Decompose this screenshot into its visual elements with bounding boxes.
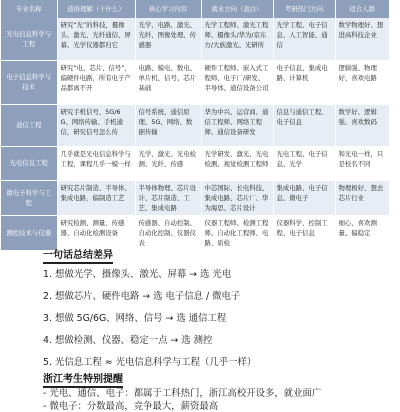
zhejiang-item-1: - 光电、通信、电子：都属于工科热门，浙江高校开设多，就业面广: [43, 388, 322, 399]
table-cell: 仪器科学、控制工程、电子信息: [273, 215, 335, 250]
header-core-content: 核心学习内容: [135, 0, 201, 18]
table-cell: 光电工程、电子信息、光学: [273, 146, 335, 180]
table-cell: 中芯国际、长电科技、集成电路、芯片厂、华为海思、芯片设计: [201, 180, 273, 215]
major-comparison-table: [1, 0, 390, 251]
table-cell: 逻辑强、物理好、喜欢电路: [335, 60, 389, 104]
table-cell: 光学、激光、光电检测、光纤、传感: [135, 146, 201, 180]
table-row: [1, 104, 389, 146]
table-cell: 光电信息科学与工程: [1, 18, 57, 60]
summary-item-1: 1. 想做光学、摄像头、激光、屏幕 → 选 光电: [43, 269, 232, 280]
table-cell: 电路、模电、数电、单片机、信号、芯片基础: [135, 60, 201, 104]
table-cell: 信息与通信工程、电子信息: [273, 104, 335, 146]
table-cell: 测控技术与仪器: [1, 215, 57, 250]
table-cell: 光学工程师、激光工程师、摄像头/华为/京东方/大族激光、光研所: [201, 18, 273, 60]
table-cell: 通信工程: [1, 104, 57, 146]
table-cell: 集成电路、电子信息、微电子: [273, 180, 335, 215]
table-cell: 研究检测、测量、传感器、自动化检测设备: [57, 215, 135, 250]
table-header-row: [1, 0, 389, 18]
table-cell: 研究芯片制造、半导体、集成电路，偏制造工艺: [57, 180, 135, 215]
table-cell: 几乎就是光电信息科学与工程，课程几乎一模一样: [57, 146, 135, 180]
table-cell: 数学好、逻辑强、喜欢数码: [335, 104, 389, 146]
table-cell: 电子信息、集成电路、计算机: [273, 60, 335, 104]
table-cell: 半导体物理、芯片设计、芯片制造、工艺、集成电路: [135, 180, 201, 215]
table-cell: 研究“光”的科技，摄像头、激光、光纤通信、屏幕、光学仪器都归它: [57, 18, 135, 60]
table-cell: 电子信息科学与技术: [1, 60, 57, 104]
header-major-name: 专业名称: [1, 0, 57, 18]
summary-item-4: 4. 想做检测、仪器、稳定一点 → 选 测控: [43, 335, 213, 346]
table-cell: 光学研发、激光、光电检测、视觉检测工程师: [201, 146, 273, 180]
table-row: [1, 60, 389, 104]
zhejiang-heading: 浙江考生特别提醒: [43, 370, 123, 385]
table-cell: 硬件工程师、嵌入式工程师、电子厂/研发、半导体、通信设备公司: [201, 60, 273, 104]
table-row: [1, 215, 389, 250]
table-cell: 华为中兴、运营商、通信工程师、网络工程师、通信设备研发: [201, 104, 273, 146]
table-row: [1, 146, 389, 180]
table-cell: 信号系统、通信原理、5G、网络、数据传输: [135, 104, 201, 146]
header-postgrad: 考研热门方向: [273, 0, 335, 18]
table-cell: 研究手机信号、5G/6G、网络传输、手机通信，研究信号怎么传: [57, 104, 135, 146]
table-cell: 微电子科学与工程: [1, 180, 57, 215]
table-cell: 和光电一样，只是校名不同: [335, 146, 389, 180]
summary-item-2: 2. 想做芯片、硬件电路 → 选 电子信息 / 微电子: [43, 291, 241, 302]
table-cell: 细心、喜欢测量、偏稳定: [335, 215, 389, 250]
header-plain-meaning: 通俗理解（干什么）: [57, 0, 135, 18]
table-cell: 数学物理好、想进高科技企业: [335, 18, 389, 60]
table-cell: 研究“电、芯片、信号”，偏硬件电路，所有电子产品都离不开: [57, 60, 135, 104]
table-cell: 传感器、自动控制、自动化控制、仪器仪表: [135, 215, 201, 250]
summary-item-3: 3. 想做 5G/6G、网络、信号 → 选 通信工程: [43, 313, 227, 324]
summary-item-5: 5. 光信息工程 ≈ 光电信息科学与工程（几乎一样）: [43, 357, 257, 368]
table-cell: 光学工程、电子信息、人工智能、通信: [273, 18, 335, 60]
table-row: [1, 180, 389, 215]
summary-heading: 一句话总结差异: [43, 246, 113, 261]
table-cell: 光电信息工程: [1, 146, 57, 180]
header-employment: 就业方向（直白）: [201, 0, 273, 18]
table-cell: 仪器工程师、检测工程师、自动化工程师、电路、质检: [201, 215, 273, 250]
header-suitable-for: 适合人群: [335, 0, 389, 18]
zhejiang-item-2: - 微电子：分数最高，竞争最大，薪资最高: [43, 401, 219, 412]
table-row: [1, 18, 389, 60]
table-cell: 光学、电路、激光、光纤、图像处理、传感器: [135, 18, 201, 60]
table-cell: 物理极好、想去芯片行业: [335, 180, 389, 215]
